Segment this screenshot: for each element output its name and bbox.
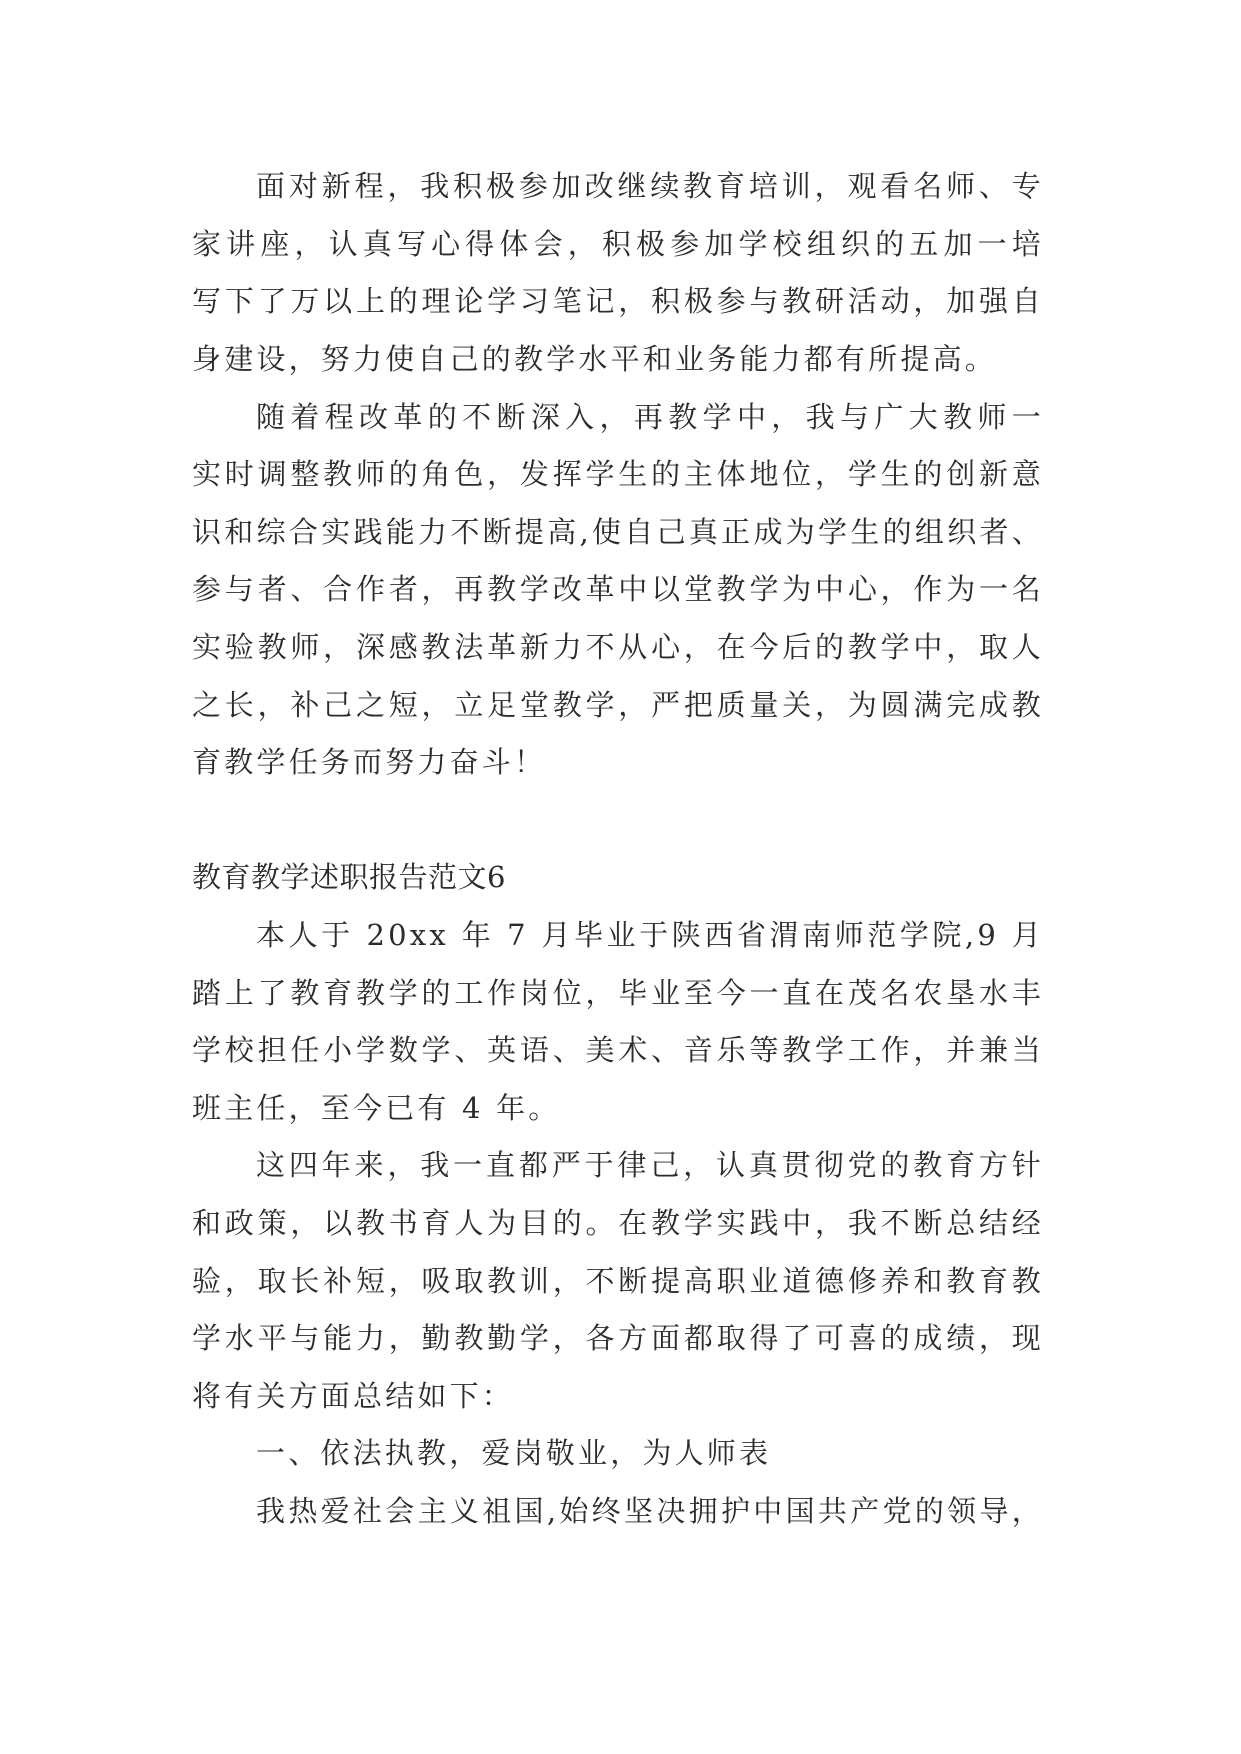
paragraph-4-line-3: 验，取长补短，吸取教训，不断提高职业道德修养和教育教: [192, 1264, 1044, 1298]
section-heading: 教育教学述职报告范文6: [192, 860, 506, 894]
paragraph-4-line-2: 和政策，以教书育人为目的。在教学实践中，我不断总结经: [192, 1206, 1044, 1240]
paragraph-3-line-1: 本人于 20xx 年 7 月毕业于陕西省渭南师范学院,9 月: [256, 918, 1044, 952]
paragraph-2-line-3: 识和综合实践能力不断提高,使自己真正成为学生的组织者、: [192, 515, 1044, 549]
paragraph-2-line-7: 育教学任务而努力奋斗！: [192, 745, 547, 779]
paragraph-3-line-4: 班主任，至今已有 4 年。: [192, 1091, 561, 1125]
paragraph-1-line-2: 家讲座，认真写心得体会，积极参加学校组织的五加一培: [192, 227, 1044, 261]
paragraph-1-line-4: 身建设，努力使自己的教学水平和业务能力都有所提高。: [192, 342, 998, 376]
paragraph-2-line-1: 随着程改革的不断深入，再教学中，我与广大教师一: [256, 400, 1044, 434]
paragraph-4-line-5: 将有关方面总结如下：: [192, 1379, 515, 1413]
section-1-title: 一、依法执教，爱岗敬业，为人师表: [256, 1436, 772, 1470]
paragraph-5-line-1: 我热爱社会主义祖国,始终坚决拥护中国共产党的领导，: [256, 1494, 1044, 1528]
paragraph-2-line-4: 参与者、合作者，再教学改革中以堂教学为中心，作为一名: [192, 572, 1044, 606]
paragraph-3-line-2: 踏上了教育教学的工作岗位，毕业至今一直在茂名农垦水丰: [192, 976, 1044, 1010]
paragraph-3-line-3: 学校担任小学数学、英语、美术、音乐等教学工作，并兼当: [192, 1033, 1044, 1067]
paragraph-4-line-4: 学水平与能力，勤教勤学，各方面都取得了可喜的成绩，现: [192, 1321, 1044, 1355]
paragraph-2-line-6: 之长，补己之短，立足堂教学，严把质量关，为圆满完成教: [192, 688, 1044, 722]
paragraph-2-line-2: 实时调整教师的角色，发挥学生的主体地位，学生的创新意: [192, 457, 1044, 491]
paragraph-1-line-3: 写下了万以上的理论学习笔记，积极参与教研活动，加强自: [192, 284, 1044, 318]
paragraph-4-line-1: 这四年来，我一直都严于律己，认真贯彻党的教育方针: [256, 1148, 1044, 1182]
paragraph-1-line-1: 面对新程，我积极参加改继续教育培训，观看名师、专: [256, 169, 1044, 203]
paragraph-2-line-5: 实验教师，深感教法革新力不从心，在今后的教学中，取人: [192, 630, 1044, 664]
